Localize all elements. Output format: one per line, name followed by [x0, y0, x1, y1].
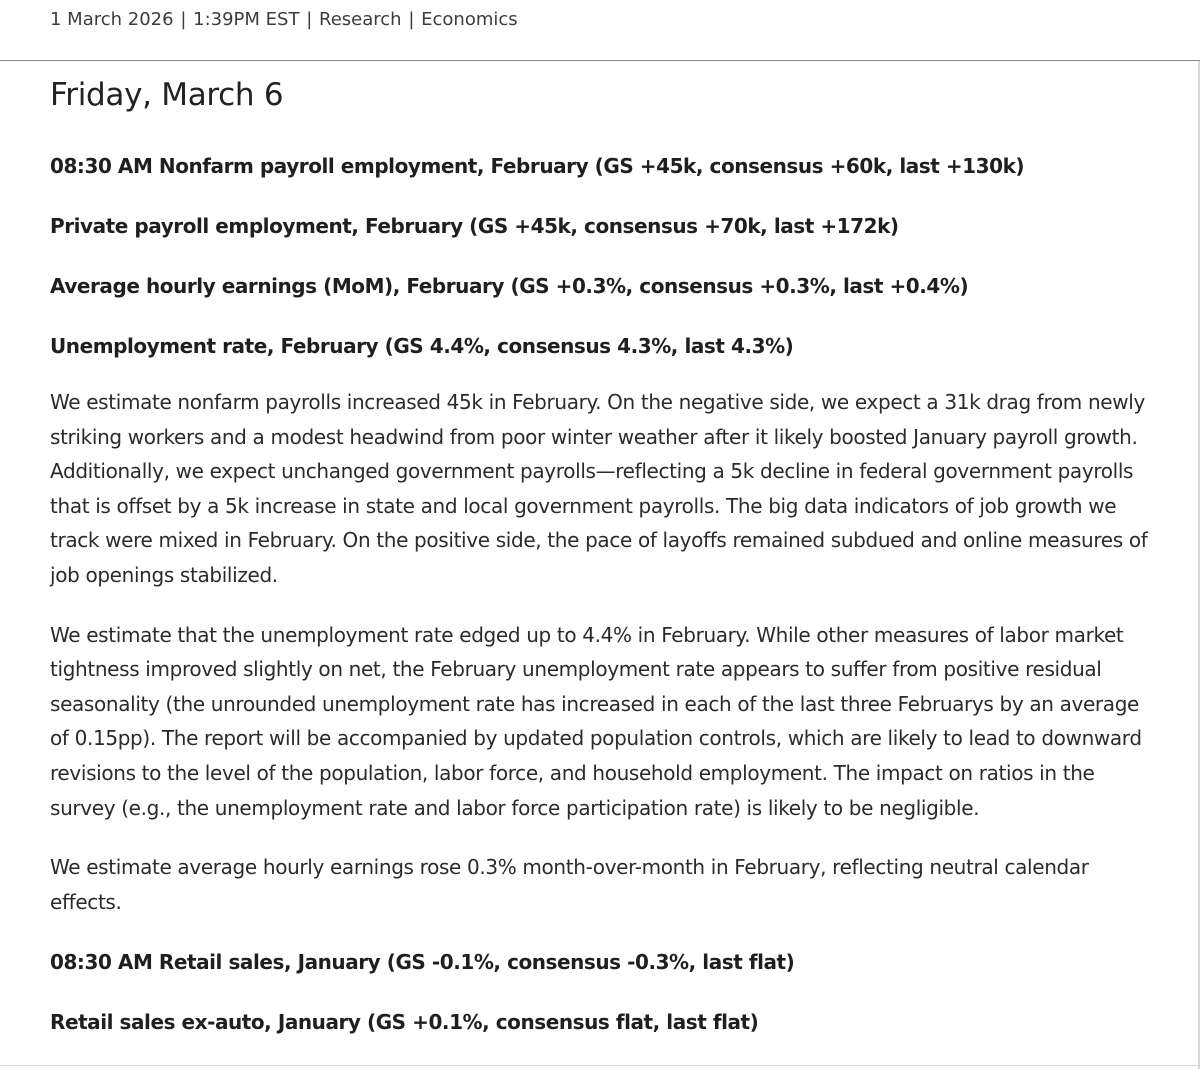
meta-separator: |	[306, 9, 313, 30]
event-average-hourly-earnings: Average hourly earnings (MoM), February (GS +0.3%, consensus +0.3%, last +0.4%)	[50, 274, 969, 298]
paragraph-unemployment: We estimate that the unemployment rate edged up to 4.4% in February. While other measures of labor market tightness improved slightly on net, the February unemployment rate appears to suffer from positive residual seasonality (the unrounded unemployment rate has increased in each of the last three Februarys by an average of 0.15pp). The report will be accompanied by updated population controls, which are likely to lead to downward revisions to the level of the population, labor force, and household employment. The impact on ratios in the survey (e.g., the unemployment rate and labor force participation rate) is likely to be negligible.	[50, 622, 1142, 820]
bottom-border	[0, 1065, 1200, 1066]
event-retail-sales-ex-auto: Retail sales ex-auto, January (GS +0.1%, consensus flat, last flat)	[50, 1010, 759, 1035]
event-private-payrolls: Private payroll employment, February (GS +45k, consensus +70k, last +172k)	[50, 214, 899, 238]
article-body	[50, 75, 1160, 1036]
paragraph-payrolls: We estimate nonfarm payrolls increased 45k in February. On the negative side, we expect a 31k drag from newly striking workers and a modest headwind from poor winter weather after it likely boosted January payroll growth. Additionally, we expect unchanged government payrolls—reflecting a 5k decline in federal government payrolls that is offset by a 5k increase in state and local government payrolls. The big data indicators of job growth we track were mixed in February. On the positive side, the pace of layoffs remained subdued and online measures of job openings stabilized.	[50, 390, 1148, 587]
event-unemployment-rate: Unemployment rate, February (GS 4.4%, consensus 4.3%, last 4.3%)	[50, 334, 794, 358]
day-heading: Friday, March 6	[50, 77, 284, 113]
event-nonfarm-payrolls: 08:30 AM Nonfarm payroll employment, February (GS +45k, consensus +60k, last +130k)	[50, 154, 1025, 178]
meta-separator: |	[408, 9, 415, 30]
meta-topic-link[interactable]: Economics	[421, 9, 518, 30]
article-meta	[50, 8, 518, 32]
publish-time: 1:39PM EST	[193, 9, 300, 30]
paragraph-earnings: We estimate average hourly earnings rose 0.3% month-over-month in February, reflecting neutral calendar effects.	[50, 855, 1089, 914]
article-meta-bar	[0, 0, 1200, 61]
publish-date: 1 March 2026	[50, 9, 174, 30]
meta-section-link[interactable]: Research	[319, 9, 402, 30]
meta-separator: |	[180, 9, 187, 30]
event-retail-sales: 08:30 AM Retail sales, January (GS -0.1%, consensus -0.3%, last flat)	[50, 950, 795, 975]
